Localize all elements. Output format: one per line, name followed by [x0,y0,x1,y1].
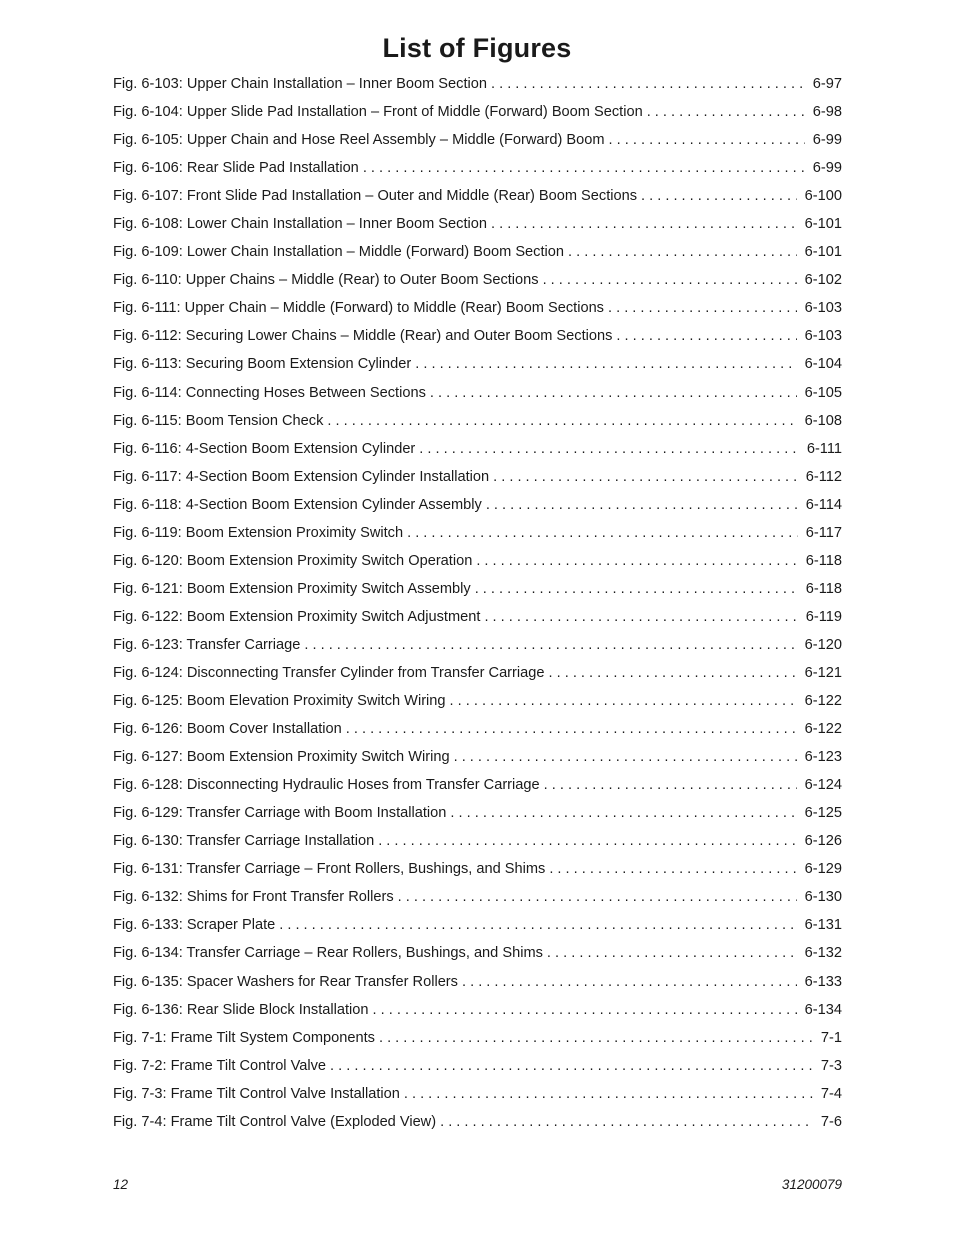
dot-leader [609,132,805,148]
figure-page-number: 7-4 [820,1085,842,1102]
figure-page-number: 6-133 [804,973,842,990]
figure-entry[interactable] [113,721,842,749]
figure-entry[interactable] [113,356,842,384]
figure-entry[interactable] [113,749,842,777]
dot-leader [647,104,805,120]
figure-title: Fig. 6-115: Boom Tension Check [113,412,324,429]
dot-leader [641,188,797,204]
figure-title: Fig. 6-126: Boom Cover Installation [113,721,342,738]
dot-leader [330,1058,813,1074]
figure-page-number: 6-105 [804,384,842,401]
figure-entry[interactable] [113,805,842,833]
figure-entry[interactable] [113,1086,842,1114]
dot-leader [450,805,796,821]
dot-leader [475,581,798,597]
dot-leader [543,272,797,288]
dot-leader [549,665,797,681]
figure-page-number: 6-122 [804,693,842,710]
dot-leader [486,497,798,513]
figure-title: Fig. 6-119: Boom Extension Proximity Switch [113,524,404,541]
figure-page-number: 6-104 [804,356,842,373]
dot-leader [454,749,797,765]
dot-leader [493,469,798,485]
figure-entry[interactable] [113,553,842,581]
dot-leader [378,833,796,849]
figure-page-number: 6-126 [804,833,842,850]
figure-entry[interactable] [113,300,842,328]
figure-page-number: 6-112 [805,468,842,485]
figure-page-number: 6-102 [804,272,842,289]
figure-entry[interactable] [113,469,842,497]
figure-entry[interactable] [113,1030,842,1058]
figure-page-number: 6-100 [804,188,842,205]
dot-leader [379,1030,813,1046]
figure-page-number: 6-131 [804,917,842,934]
dot-leader [547,945,797,961]
figure-page-number: 6-99 [812,132,842,149]
figure-page-number: 6-108 [804,412,842,429]
dot-leader [404,1086,813,1102]
figure-entry[interactable] [113,777,842,805]
dot-leader [398,889,797,905]
figure-entry[interactable] [113,945,842,973]
figure-title: Fig. 6-129: Transfer Carriage with Boom Installation [113,805,447,822]
figure-page-number: 6-121 [804,664,842,681]
dot-leader [363,160,805,176]
figure-title: Fig. 7-3: Frame Tilt Control Valve Installation [113,1085,400,1102]
figure-page-number: 6-118 [805,580,842,597]
figure-title: Fig. 6-110: Upper Chains – Middle (Rear) to Outer Boom Sections [113,272,539,289]
figure-entry[interactable] [113,917,842,945]
figure-page-number: 6-99 [812,160,842,177]
figure-page-number: 6-132 [804,945,842,962]
dot-leader [415,356,796,372]
figure-entry[interactable] [113,188,842,216]
dot-leader [491,216,797,232]
figure-title: Fig. 6-124: Disconnecting Transfer Cylinder from Transfer Carriage [113,664,545,681]
figure-page-number: 6-111 [806,440,842,457]
dot-leader [407,525,798,541]
figure-entry[interactable] [113,497,842,525]
figure-page-number: 6-118 [805,552,842,569]
figure-title: Fig. 6-114: Connecting Hoses Between Sections [113,384,426,401]
figure-entry[interactable] [113,328,842,356]
figure-page-number: 6-97 [812,76,842,92]
figure-entry[interactable] [113,581,842,609]
dot-leader [304,637,796,653]
figure-page-number: 6-117 [805,524,842,541]
figure-title: Fig. 6-113: Securing Boom Extension Cylinder [113,356,412,373]
figure-title: Fig. 6-112: Securing Lower Chains – Middle (Rear) and Outer Boom Sections [113,328,613,345]
figure-page-number: 6-130 [804,889,842,906]
dot-leader [419,441,799,457]
dot-leader [373,1002,797,1018]
figure-entry[interactable] [113,1058,842,1086]
figure-title: Fig. 7-1: Frame Tilt System Components [113,1029,375,1046]
figure-entry[interactable] [113,525,842,553]
figure-entry[interactable] [113,833,842,861]
figure-entry[interactable] [113,1114,842,1142]
dot-leader [440,1114,813,1130]
footer-page-number: 12 [113,1177,129,1192]
figure-page-number: 6-103 [804,328,842,345]
figure-title: Fig. 6-109: Lower Chain Installation – Middle (Forward) Boom Section [113,244,564,261]
footer-document-number: 31200079 [781,1177,842,1192]
figure-page-number: 6-125 [804,805,842,822]
figure-title: Fig. 6-123: Transfer Carriage [113,636,301,653]
dot-leader [568,244,797,260]
figure-title: Fig. 6-108: Lower Chain Installation – Inner Boom Section [113,216,487,233]
figure-entry[interactable] [113,76,842,104]
figure-entry[interactable] [113,160,842,188]
dot-leader [544,777,797,793]
figure-page-number: 7-3 [820,1057,842,1074]
page-title: List of Figures [382,33,572,63]
figure-entry[interactable] [113,693,842,721]
figure-entry[interactable] [113,441,842,469]
figure-entry[interactable] [113,637,842,665]
figure-title: Fig. 6-130: Transfer Carriage Installation [113,833,375,850]
figure-title: Fig. 6-104: Upper Slide Pad Installation – Front of Middle (Forward) Boom Section [113,104,643,121]
figure-page-number: 6-129 [804,861,842,878]
dot-leader [346,721,797,737]
dot-leader [450,693,797,709]
figure-page-number: 6-134 [804,1001,842,1018]
dot-leader [430,385,797,401]
figure-entry[interactable] [113,132,842,160]
dot-leader [327,413,796,429]
figure-title: Fig. 6-128: Disconnecting Hydraulic Hoses from Transfer Carriage [113,777,540,794]
figure-title: Fig. 6-133: Scraper Plate [113,917,276,934]
figure-title: Fig. 6-125: Boom Elevation Proximity Switch Wiring [113,693,446,710]
figure-title: Fig. 6-106: Rear Slide Pad Installation [113,160,359,177]
figure-page-number: 7-6 [820,1113,842,1130]
figure-page-number: 6-123 [804,749,842,766]
figure-list [113,76,842,1142]
dot-leader [491,76,805,92]
figure-title: Fig. 6-127: Boom Extension Proximity Switch Wiring [113,749,450,766]
figure-entry[interactable] [113,216,842,244]
dot-leader [608,300,797,316]
figure-entry[interactable] [113,1002,842,1030]
figure-page-number: 6-119 [805,608,842,625]
figure-entry[interactable] [113,861,842,889]
figure-entry[interactable] [113,609,842,637]
dot-leader [549,861,796,877]
figure-page-number: 6-101 [804,244,842,261]
figure-page-number: 6-103 [804,300,842,317]
figure-page-number: 6-120 [804,636,842,653]
figure-title: Fig. 6-134: Transfer Carriage – Rear Rollers, Bushings, and Shims [113,945,543,962]
figure-title: Fig. 6-118: 4-Section Boom Extension Cylinder Assembly [113,496,482,513]
dot-leader [279,917,796,933]
figure-title: Fig. 7-2: Frame Tilt Control Valve [113,1057,327,1074]
figure-title: Fig. 6-135: Spacer Washers for Rear Transfer Rollers [113,973,458,990]
figure-title: Fig. 6-131: Transfer Carriage – Front Rollers, Bushings, and Shims [113,861,546,878]
figure-page-number: 6-122 [804,721,842,738]
figure-page-number: 6-124 [804,777,842,794]
figure-title: Fig. 6-111: Upper Chain – Middle (Forward) to Middle (Rear) Boom Sections [113,300,604,317]
figure-entry[interactable] [113,385,842,413]
figure-title: Fig. 6-116: 4-Section Boom Extension Cylinder [113,440,416,457]
dot-leader [462,974,797,990]
figure-page-number: 6-101 [804,216,842,233]
figure-title: Fig. 6-105: Upper Chain and Hose Reel Assembly – Middle (Forward) Boom [113,132,605,149]
figure-title: Fig. 6-120: Boom Extension Proximity Switch Operation [113,552,473,569]
figure-title: Fig. 6-103: Upper Chain Installation – Inner Boom Section [113,76,487,92]
figure-title: Fig. 6-107: Front Slide Pad Installation – Outer and Middle (Rear) Boom Sections [113,188,638,205]
figure-entry[interactable] [113,272,842,300]
figure-page-number: 6-114 [805,496,842,513]
figure-title: Fig. 6-117: 4-Section Boom Extension Cylinder Installation [113,468,490,485]
figure-page-number: 7-1 [820,1029,842,1046]
figure-entry[interactable] [113,889,842,917]
dot-leader [476,553,797,569]
figure-entry[interactable] [113,413,842,441]
dot-leader [484,609,797,625]
figure-title: Fig. 6-132: Shims for Front Transfer Rollers [113,889,394,906]
figure-entry[interactable] [113,244,842,272]
figure-title: Fig. 6-121: Boom Extension Proximity Switch Assembly [113,580,471,597]
figure-entry[interactable] [113,665,842,693]
figure-title: Fig. 6-122: Boom Extension Proximity Switch Adjustment [113,608,481,625]
figure-entry[interactable] [113,104,842,132]
figure-title: Fig. 7-4: Frame Tilt Control Valve (Exploded View) [113,1113,437,1130]
figure-entry[interactable] [113,974,842,1002]
figure-title: Fig. 6-136: Rear Slide Block Installation [113,1001,369,1018]
figure-page-number: 6-98 [812,104,842,121]
dot-leader [616,328,796,344]
